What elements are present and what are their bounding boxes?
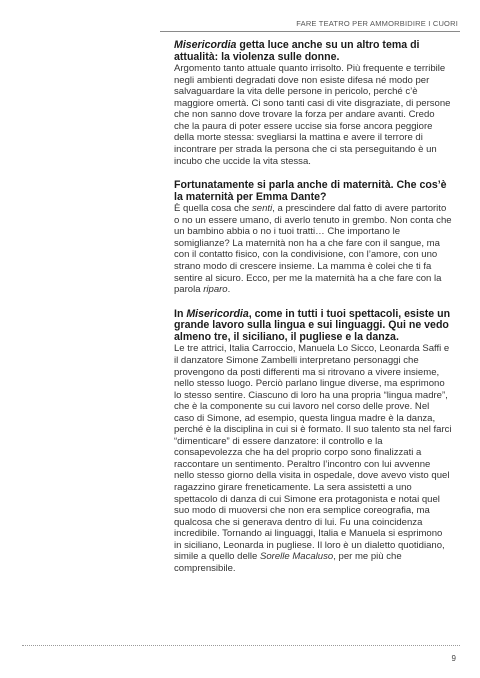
answer-text-segment: , per me più che comprensibile.: [174, 551, 402, 574]
interview-question-3: [174, 309, 452, 344]
answer-text-segment: È quella cosa che: [174, 203, 253, 215]
question-text-segment: Misericordia: [174, 39, 237, 51]
interview-section-3: [174, 309, 452, 575]
interview-question-1: [174, 40, 452, 63]
answer-text-segment: Argomento tanto attuale quanto irrisolto. Più frequente e terribile negli ambienti degradati dove non esiste difesa né modo per salvaguardare la vita delle persone in pericolo, perché c’è maggiore omertà. Ci sono tanti casi di vite disgraziate, di persone che non sanno dove trovare la forza per andare avanti. Credo che la paura di poter essere uccise sia forse ancora peggiore della morte stessa: svegliarsi la mattina e avere il terrore di incontrare per strada la persona che ci sta perseguitando è un incubo che uccide la vita stessa.: [174, 63, 451, 167]
answer-text-segment: senti: [252, 203, 273, 215]
answer-text-segment: Sorelle Macaluso: [259, 551, 334, 563]
question-text-segment: , come in tutti i tuoi spettacoli, esiste un grande lavoro sulla lingua e sui linguaggi. Qui ne vedo almeno tre, il siciliano, il pugliese e la danza.: [174, 307, 451, 343]
question-text-segment: Misericordia: [186, 307, 249, 320]
header-rule: [160, 31, 460, 32]
page-number: 9: [451, 654, 456, 663]
answer-text-segment: riparo: [203, 284, 228, 296]
running-header: FARE TEATRO PER AMMORBIDIRE I CUORI: [296, 19, 458, 28]
article-body: [174, 40, 452, 587]
footer-rule: [22, 645, 460, 646]
interview-section-1: [174, 40, 452, 167]
interview-question-2: [174, 180, 452, 203]
answer-text-segment: , a prescindere dal fatto di avere partorito o no un essere umano, di averlo tenuto in grembo. Non conta che un bambino abbia o no i tuoi tratti… Che importano le somiglianze? La maternità non ha a che fare con il sangue, ma con il contatto fisico, con la condivisione, con l’amore, con uno strano modo di crescere insieme. La mamma è colei che ti fa sentire al sicuro. Ecco, per me la maternità ha a che fare con la parola: [174, 203, 452, 296]
question-text-segment: getta luce anche su un altro tema di attualità: la violenza sulle donne.: [174, 39, 420, 63]
answer-text-segment: .: [227, 284, 231, 296]
interview-answer-1: [174, 63, 452, 167]
interview-section-2: [174, 180, 452, 296]
interview-answer-3: [174, 343, 452, 574]
question-text-segment: In: [174, 307, 187, 320]
interview-answer-2: [174, 203, 452, 295]
answer-text-segment: Le tre attrici, Italia Carroccio, Manuela Lo Sicco, Leonarda Saffi e il danzatore Simone Zambelli interpretano personaggi che provengono da posti differenti ma si ritrovano a vivere insieme, nello stesso luogo. Perciò parlano lingue diverse, ma esprimono lo stesso sentire. Ciascuno di loro ha una propria “lingua madre”, che è la componente su cui lavoro nel corso delle prove. Nel caso di Simone, ad esempio, questa lingua madre è la danza, perché è la disciplina in cui si è formato. Il suo talento sta nel farci “dimenticare” di essere danzatore: il controllo e la consapevolezza che ha del proprio corpo sono finalizzati a raccontare un sentimento. Peraltro l’incontro con lui avvenne nello stesso giorno della visita in ospedale, dove avevo visto quel ragazzino girare freneticamente. La sera assistetti a uno spettacolo di danza di cui Simone era protagonista e notai quel suo modo di muoversi che non era semplice coreografia, ma qualcosa che si generava dentro di lui. Fu una coincidenza incredibile. Tornando ai linguaggi, Italia e Manuela si esprimono in siciliano, Leonarda in pugliese. Il loro è un dialetto quotidiano, simile a quello delle: [174, 343, 452, 563]
question-text-segment: Fortunatamente si parla anche di maternità. Che cos’è la maternità per Emma Dante?: [174, 179, 447, 203]
